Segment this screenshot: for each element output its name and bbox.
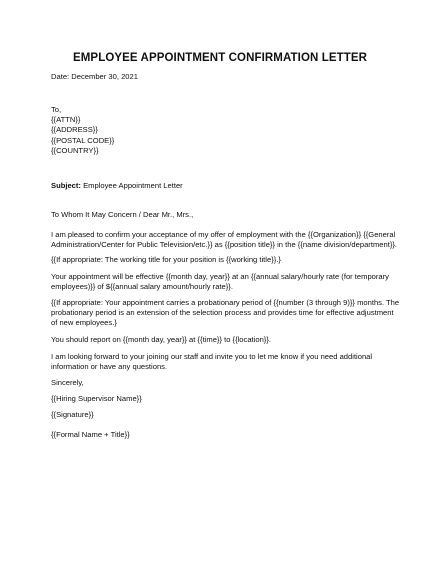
signature-placeholder: {{Signature}}: [51, 410, 94, 419]
paragraph: [51, 335, 271, 345]
letter-title: EMPLOYEE APPOINTMENT CONFIRMATION LETTER: [72, 52, 368, 64]
letter-date: [51, 72, 138, 82]
address-line: {{POSTAL CODE}}: [51, 135, 115, 145]
salutation: [51, 210, 193, 220]
paragraph: [51, 272, 389, 292]
paragraph: [51, 255, 281, 265]
address-line: {{COUNTRY}}: [51, 145, 99, 155]
paragraph-line: Administration/Center for Public Television/etc.}} as {{position title}} in the {{name division/department}}.: [51, 240, 398, 250]
signature-line: [51, 410, 94, 420]
formal-name-title: {{Formal Name + Title}}: [51, 430, 130, 439]
closing-text: Sincerely,: [51, 378, 84, 387]
paragraph-line: probationary period is an extension of the selection process and provides time for effective adjustment: [51, 308, 394, 318]
subject-text: Employee Appointment Letter: [80, 181, 183, 190]
paragraph-line: I am pleased to confirm your acceptance of my offer of employment with the {{Organization}} {{General: [51, 230, 396, 239]
address-block: [51, 105, 114, 156]
paragraph-line: {{If appropriate: Your appointment carries a probationary period of {{number (3 through 9)}} months. The: [51, 298, 400, 307]
signature-line: [51, 394, 142, 404]
paragraph-line: employees)}} of ${{annual salary amount/hourly rate}}.: [51, 282, 233, 292]
paragraph: [51, 298, 399, 329]
closing: [51, 378, 84, 388]
salutation-text: To Whom It May Concern / Dear Mr., Mrs.,: [51, 210, 194, 219]
paragraph-line: information or have any questions.: [51, 362, 168, 372]
paragraph-line: I am looking forward to your joining our staff and invite you to let me know if you need additional: [51, 352, 373, 361]
paragraph-line: {{If appropriate: The working title for your position is {{working title}}.}: [51, 255, 281, 264]
address-line: To,: [51, 105, 62, 114]
paragraph: [51, 352, 372, 372]
date-text: Date: December 30, 2021: [51, 72, 138, 81]
paragraph-line: of new employees.}: [51, 318, 117, 328]
address-line: {{ATTN}}: [51, 115, 81, 125]
subject-line: [51, 181, 183, 191]
paragraph-line: You should report on {{month day, year}} at {{time}} to {{location}}.: [51, 335, 271, 344]
hiring-supervisor-name: {{Hiring Supervisor Name}}: [51, 394, 142, 403]
subject-label: Subject:: [51, 181, 81, 190]
paragraph: [51, 230, 397, 250]
signature-line: [51, 430, 130, 440]
address-line: {{ADDRESS}}: [51, 125, 98, 135]
paragraph-line: Your appointment will be effective {{month day, year}} at an {{annual salary/hourly rate (for temporary: [51, 272, 389, 281]
